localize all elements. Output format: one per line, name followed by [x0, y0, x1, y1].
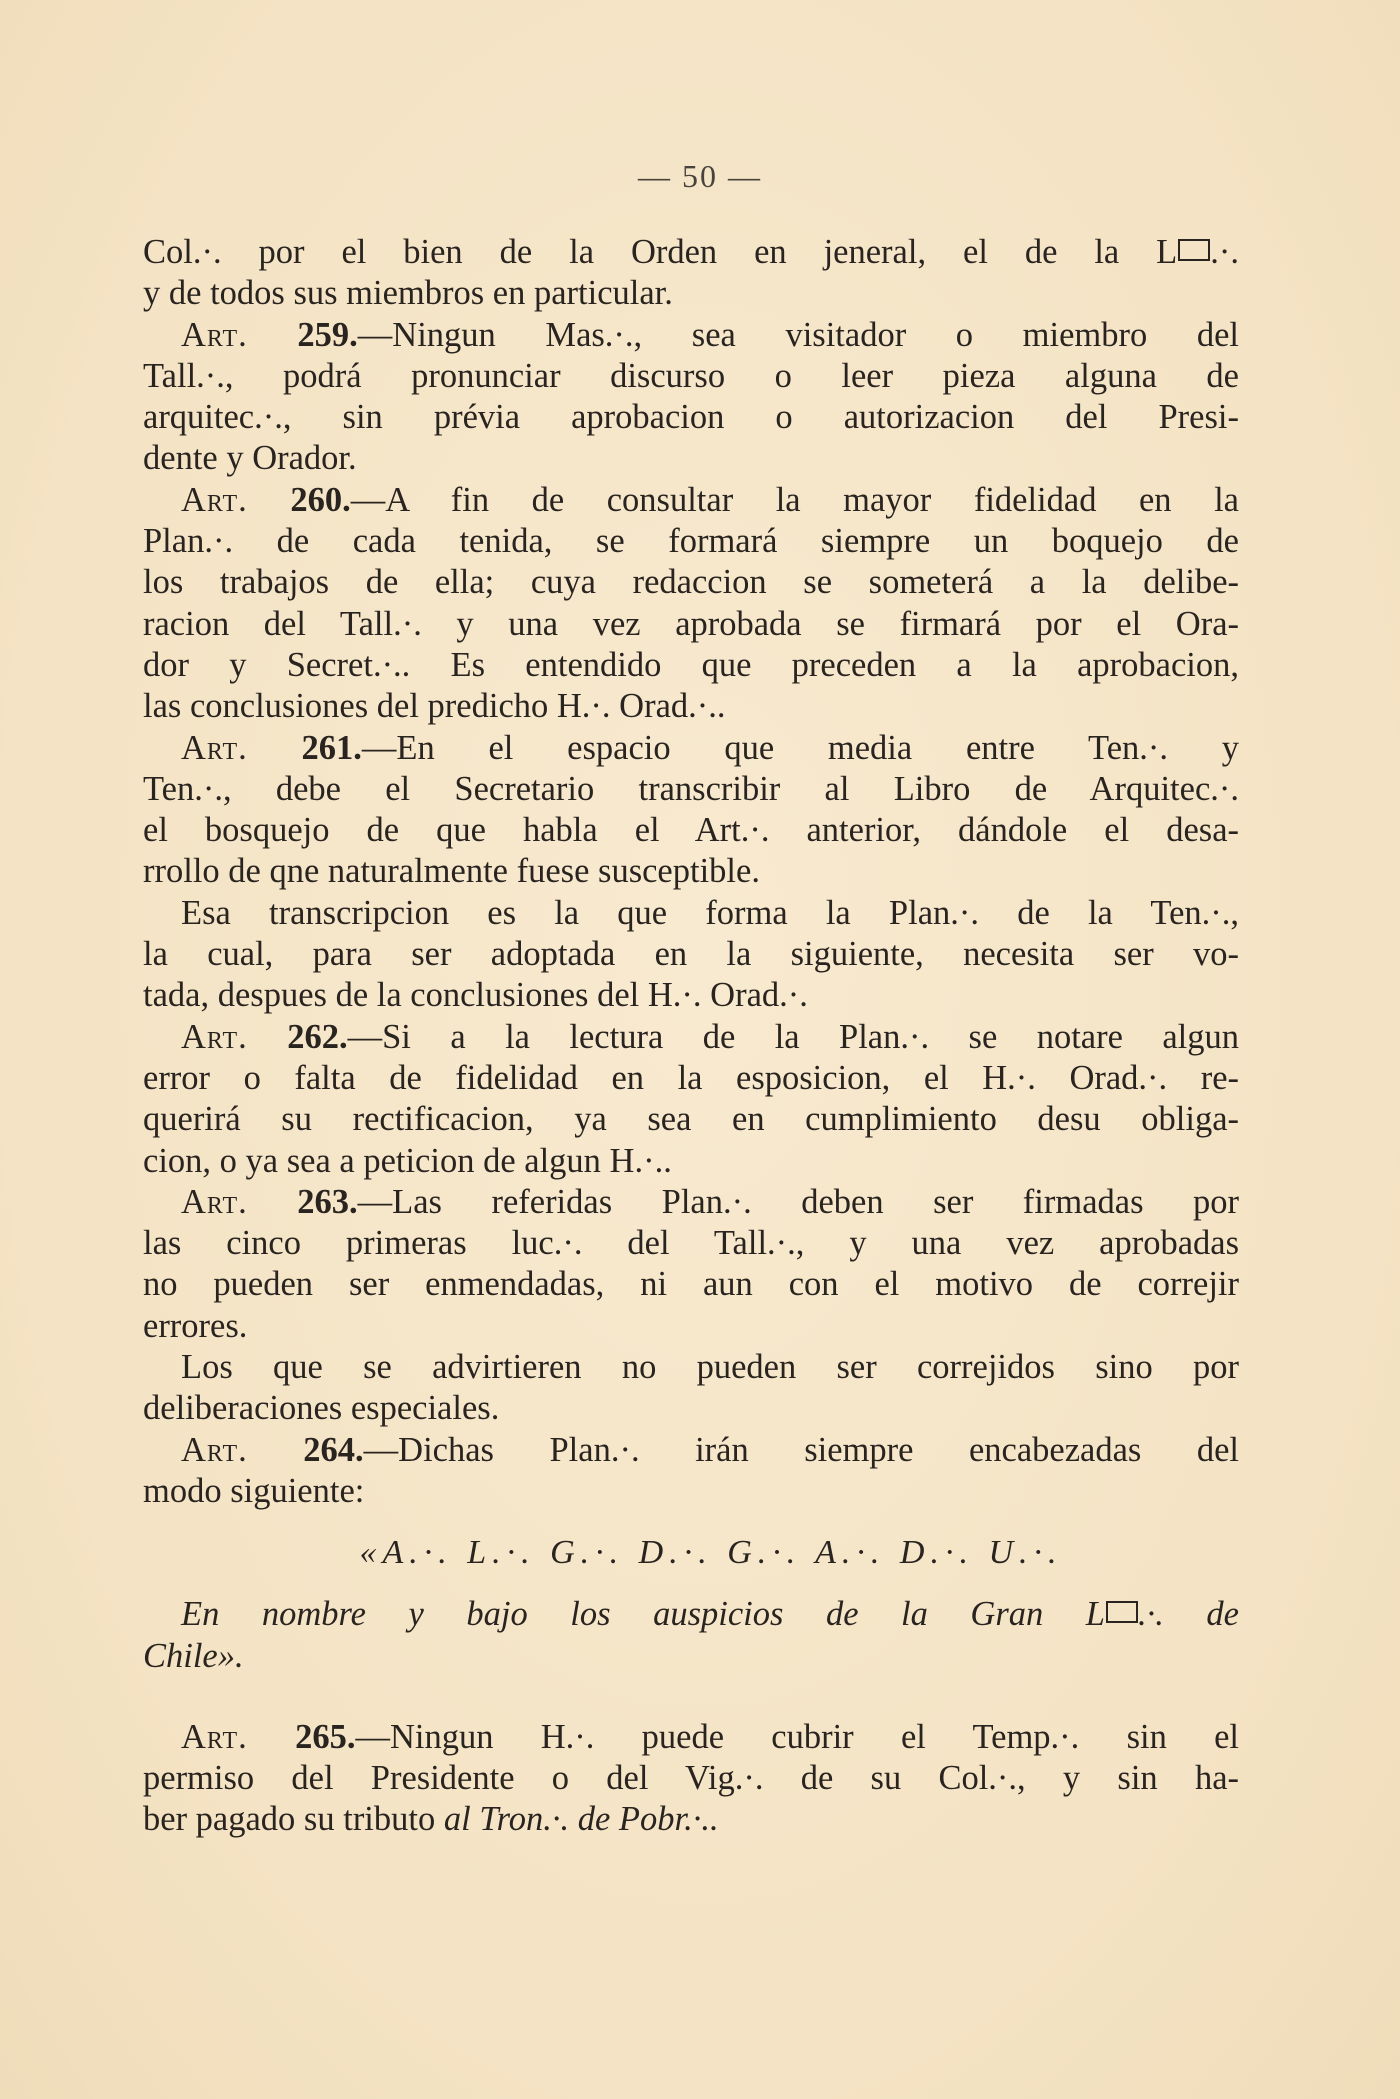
text-line: tada, despues de la conclusiones del H.·. Orad.·.	[143, 976, 808, 1015]
text-line: Tall.·., podrá pronunciar discurso o leer pieza alguna de	[143, 356, 1239, 395]
article-label: Art.	[181, 1017, 248, 1056]
text-line: error o falta de fidelidad en la esposicion, el H.·. Orad.·. re-	[143, 1058, 1239, 1097]
text-span: Col.·. por el bien de la Orden en jeneral, el de la L	[143, 233, 1178, 271]
article-262-heading	[143, 1017, 1239, 1058]
page-number: — 50 —	[638, 158, 762, 194]
article-label: Art.	[181, 315, 248, 354]
article-number: 265.	[295, 1717, 356, 1756]
body-text	[143, 232, 1239, 1841]
text-line: cion, o ya sea a peticion de algun H.·..	[143, 1141, 672, 1180]
text-line: rrollo de qne naturalmente fuese susceptible.	[143, 852, 760, 891]
text-line: deliberaciones especiales.	[143, 1389, 500, 1428]
text-line	[143, 1594, 1239, 1635]
text-line: errores.	[143, 1306, 248, 1345]
lodge-square-icon	[1178, 239, 1210, 261]
text-line: permiso del Presidente o del Vig.·. de su Col.·., y sin ha-	[143, 1759, 1239, 1798]
text-line: modo siguiente:	[143, 1471, 365, 1510]
spacer	[143, 1677, 1239, 1717]
article-label: Art.	[181, 480, 248, 519]
text-span: —Si a la lectura de la Plan.·. se notare algun	[347, 1017, 1240, 1056]
article-number: 264.	[303, 1430, 364, 1469]
article-263-heading	[143, 1182, 1239, 1223]
article-259-heading	[143, 315, 1239, 356]
text-line: y de todos sus miembros en particular.	[143, 274, 673, 313]
text-line: los trabajos de ella; cuya redaccion se someterá a la delibe-	[143, 563, 1239, 602]
text-span: ber pagado su tributo	[143, 1800, 444, 1839]
invocation-formula: «A.·. L.·. G.·. D.·. G.·. A.·. D.·. U.·.	[359, 1534, 1063, 1572]
article-label: Art.	[181, 1717, 248, 1756]
text-line: el bosquejo de que habla el Art.·. anterior, dándole el desa-	[143, 811, 1239, 850]
text-span: —En el espacio que media entre Ten.·. y	[361, 728, 1240, 767]
text-line: no pueden ser enmendadas, ni aun con el motivo de correjir	[143, 1265, 1239, 1304]
text-span: En nombre y bajo los auspicios de la Gran L	[181, 1595, 1105, 1634]
article-260-heading	[143, 480, 1239, 521]
article-number: 260.	[290, 480, 351, 519]
text-line: Ten.·., debe el Secretario transcribir al Libro de Arquitec.·.	[143, 769, 1239, 808]
article-number: 262.	[287, 1017, 348, 1056]
article-number: 261.	[301, 728, 362, 767]
text-line	[143, 1799, 1239, 1840]
text-line: Esa transcripcion es la que forma la Plan.·. de la Ten.·.,	[181, 893, 1239, 932]
text-line: Los que se advirtieren no pueden ser correjidos sino por	[181, 1348, 1239, 1387]
article-number: 263.	[297, 1182, 358, 1221]
text-line: Chile».	[143, 1636, 244, 1675]
text-span: —Ningun H.·. puede cubrir el Temp.·. sin el	[355, 1717, 1240, 1756]
text-line: racion del Tall.·. y una vez aprobada se firmará por el Ora-	[143, 604, 1239, 643]
text-line: las conclusiones del predicho H.·. Orad.·..	[143, 687, 726, 726]
text-span: —Las referidas Plan.·. deben ser firmadas por	[357, 1182, 1239, 1221]
article-261-heading	[143, 728, 1239, 769]
article-label: Art.	[181, 1182, 248, 1221]
text-span: —Ningun Mas.·., sea visitador o miembro del	[357, 315, 1239, 354]
text-span: al Tron.·. de Pobr.·..	[443, 1800, 719, 1839]
text-line: Plan.·. de cada tenida, se formará siempre un boquejo de	[143, 522, 1239, 561]
text-line	[143, 232, 1239, 273]
article-label: Art.	[181, 728, 248, 767]
article-265-heading	[143, 1717, 1239, 1758]
text-line: la cual, para ser adoptada en la siguiente, necesita ser vo-	[143, 935, 1239, 974]
text-span: —A fin de consultar la mayor fidelidad en la	[350, 480, 1239, 519]
article-264-heading	[143, 1430, 1239, 1471]
article-label: Art.	[181, 1430, 248, 1469]
text-line: querirá su rectificacion, ya sea en cumplimiento desu obliga-	[143, 1100, 1239, 1139]
lodge-square-icon	[1106, 1601, 1138, 1623]
text-line: las cinco primeras luc.·. del Tall.·., y una vez aprobadas	[143, 1224, 1239, 1263]
text-span: —Dichas Plan.·. irán siempre encabezadas del	[363, 1430, 1239, 1469]
text-line: arquitec.·., sin prévia aprobacion o autorizacion del Presi-	[143, 398, 1239, 437]
text-line: dente y Orador.	[143, 439, 357, 478]
article-number: 259.	[297, 315, 358, 354]
text-span: .·.	[1210, 233, 1239, 271]
text-span: .·. de	[1138, 1595, 1239, 1634]
text-line: dor y Secret.·.. Es entendido que preceden a la aprobacion,	[143, 645, 1239, 684]
